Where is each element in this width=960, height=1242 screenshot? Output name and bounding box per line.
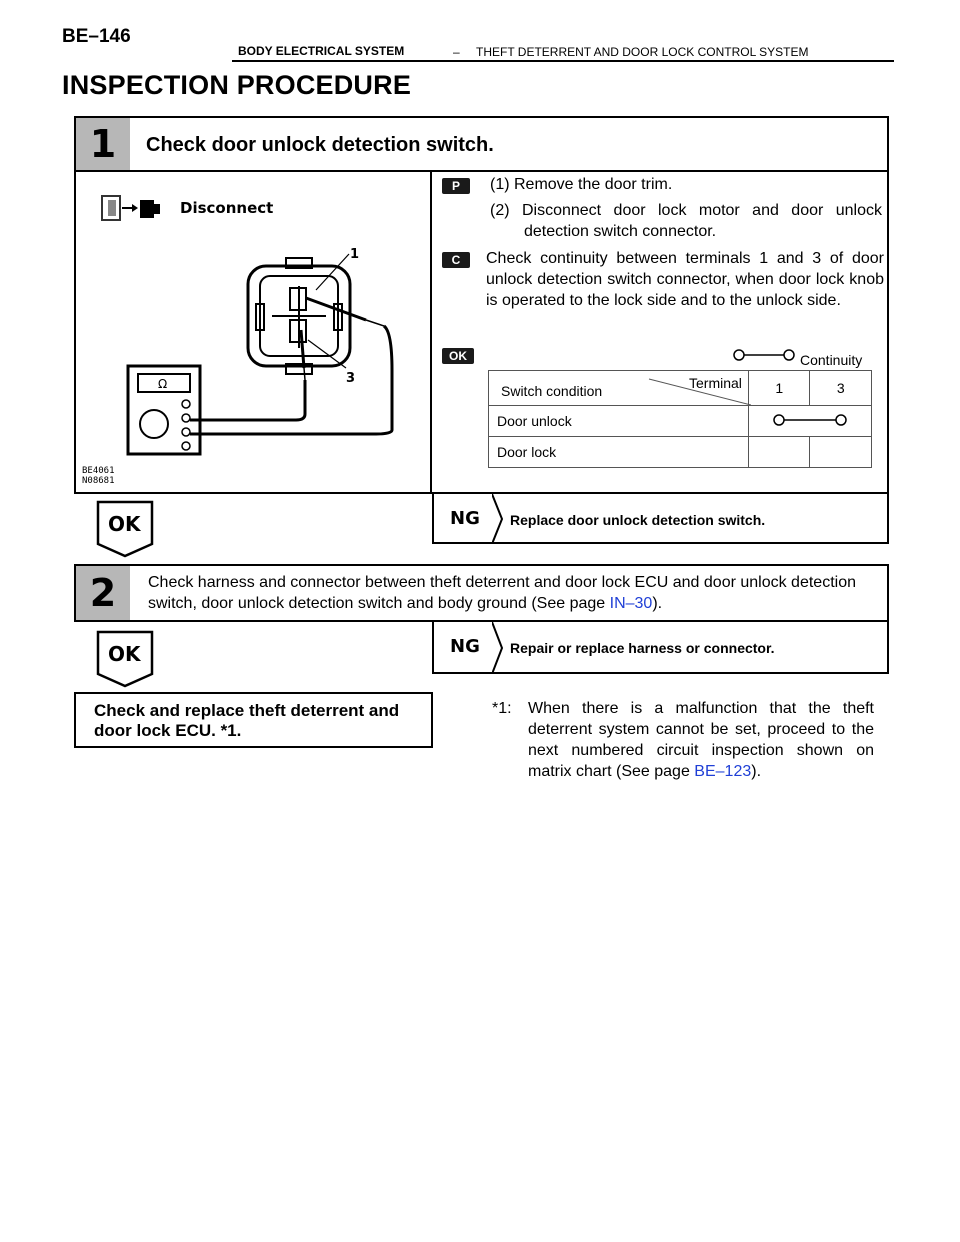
ng-chevron-icon [492, 622, 504, 674]
step1-title: Check door unlock detection switch. [146, 134, 494, 156]
table-row [489, 406, 872, 437]
row-unlock-continuity [749, 406, 872, 437]
step1-ng-label: NG [450, 508, 480, 529]
header-rule [232, 60, 894, 62]
header-col-3: 3 [810, 371, 872, 406]
disconnect-icon [102, 196, 160, 220]
header-col-1: 1 [749, 371, 810, 406]
header-terminal: Terminal [689, 375, 742, 391]
prepare-list [490, 174, 882, 242]
footnote-text-after: ). [751, 763, 762, 780]
terminal-1-label: 1 [350, 247, 360, 262]
row-door-unlock: Door unlock [489, 406, 749, 437]
header-system: BODY ELECTRICAL SYSTEM [238, 44, 405, 58]
step2-link[interactable]: IN–30 [609, 595, 653, 612]
step2-ng-text: Repair or replace harness or connector. [510, 640, 775, 656]
disconnect-label: Disconnect [180, 199, 274, 217]
page-number: BE–146 [62, 26, 131, 47]
step1-ng-box [432, 492, 889, 544]
header-switch-condition: Switch condition [501, 383, 603, 399]
figure-code [82, 466, 115, 486]
continuity-mark-icon [757, 412, 857, 428]
prepare-item-2: (2) Disconnect door lock motor and door unlock detection switch connector. [490, 202, 882, 240]
check-tag: C [442, 252, 470, 268]
footnote-text-before: When there is a malfunction that the theft deterrent system cannot be set, proceed to the next numbered circuit inspection shown on matrix chart (See page [528, 700, 874, 780]
continuity-table [488, 370, 872, 468]
step2-text-after: ). [652, 595, 663, 612]
ng-chevron-icon [492, 494, 504, 544]
check-text: Check continuity between terminals 1 and 3 of door unlock detection switch connector, when door lock knob is operated to the lock side and to the unlock side. [486, 250, 884, 309]
footnote-marker: *1: [492, 700, 512, 717]
header-subsystem: THEFT DETERRENT AND DOOR LOCK CONTROL SYSTEM [476, 45, 809, 59]
step1-body [74, 170, 889, 494]
connector-icon [248, 258, 350, 374]
figure-code-a: BE4061 [82, 466, 115, 476]
step2-text-before: Check harness and connector between theft deterrent and door lock ECU and door unlock detection switch, door unlock detection switch and body ground (See page [148, 574, 856, 612]
footnote-link[interactable]: BE–123 [694, 763, 752, 780]
ok-tag: OK [442, 348, 474, 364]
step2-box [74, 564, 889, 622]
prepare-item-1: (1) Remove the door trim. [490, 176, 673, 193]
step2-number: 2 [76, 566, 130, 620]
table-header-cell [489, 371, 749, 406]
step1-ng-text: Replace door unlock detection switch. [510, 512, 766, 528]
step1-figure [76, 170, 432, 492]
ok-badge-1-label: OK [108, 512, 141, 536]
step2-ng-label: NG [450, 636, 480, 657]
row-lock-col-3 [810, 437, 872, 468]
step2-ng-box [432, 620, 889, 674]
terminal-3-label: 3 [346, 371, 356, 386]
step1-header [74, 116, 889, 172]
page-title: INSPECTION PROCEDURE [62, 70, 412, 100]
final-text: Check and replace theft deterrent and door lock ECU. *1. [94, 701, 400, 740]
connector-diagram [76, 170, 430, 492]
figure-code-b: N08681 [82, 476, 115, 486]
ohm-symbol: Ω [158, 377, 168, 391]
row-lock-col-1 [749, 437, 810, 468]
ok-badge-2-label: OK [108, 642, 141, 666]
header-separator: – [453, 45, 460, 59]
continuity-legend-icon [732, 348, 796, 362]
ohmmeter-icon [128, 366, 200, 454]
continuity-legend-label: Continuity [800, 352, 863, 368]
footnote-text [528, 698, 874, 782]
row-door-lock: Door lock [489, 437, 749, 468]
prepare-tag: P [442, 178, 470, 194]
step2-text [148, 572, 878, 614]
final-box [74, 692, 433, 748]
step1-number: 1 [76, 118, 130, 170]
table-row [489, 437, 872, 468]
